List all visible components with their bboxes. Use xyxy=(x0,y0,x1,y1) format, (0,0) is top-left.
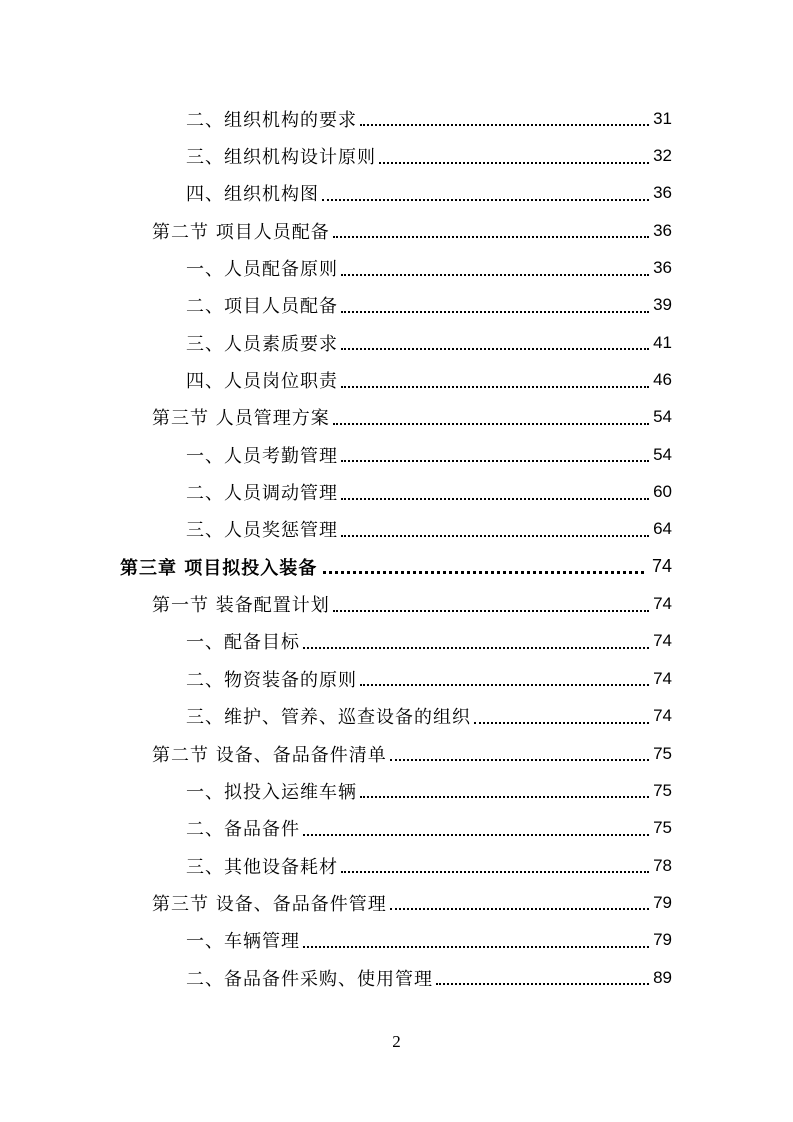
dot-leader xyxy=(436,982,649,985)
toc-entry-title: 二、项目人员配备 xyxy=(186,296,338,318)
toc-entry[interactable] xyxy=(0,959,793,996)
toc-entry-title: 二、备品备件 xyxy=(186,819,300,841)
toc-entry[interactable] xyxy=(0,361,793,398)
toc-entry[interactable] xyxy=(0,399,793,436)
toc-entry-title: 一、车辆管理 xyxy=(186,931,300,953)
toc-entry-page: 74 xyxy=(653,706,672,726)
toc-entry-page: 74 xyxy=(653,631,672,651)
toc-entry-title: 第一节 装备配置计划 xyxy=(152,595,330,617)
toc-entry[interactable] xyxy=(0,100,793,137)
toc-entry[interactable] xyxy=(0,884,793,921)
toc-entry[interactable] xyxy=(0,735,793,772)
dot-leader xyxy=(322,198,649,201)
toc-entry-title: 一、配备目标 xyxy=(186,632,300,654)
dot-leader xyxy=(341,273,649,276)
dot-leader xyxy=(333,609,649,612)
toc-entry-title: 一、拟投入运维车辆 xyxy=(186,781,357,803)
dot-leader xyxy=(474,721,649,724)
toc-entry-page: 36 xyxy=(653,183,672,203)
dot-leader xyxy=(379,161,649,164)
toc-entry-page: 75 xyxy=(653,780,672,800)
toc-entry[interactable] xyxy=(0,324,793,361)
dot-leader xyxy=(360,123,649,126)
dot-leader xyxy=(333,422,649,425)
toc-entry-page: 74 xyxy=(653,594,672,614)
toc-entry[interactable] xyxy=(0,810,793,847)
toc-entry[interactable] xyxy=(0,436,793,473)
toc-entry[interactable] xyxy=(0,287,793,324)
toc-entry-title: 第三节 设备、备品备件管理 xyxy=(152,893,387,915)
toc-entry-title: 三、人员素质要求 xyxy=(186,333,338,355)
toc-entry[interactable] xyxy=(0,922,793,959)
toc-entry[interactable] xyxy=(0,137,793,174)
toc-entry-page: 46 xyxy=(653,370,672,390)
dot-leader xyxy=(303,833,649,836)
dot-leader xyxy=(360,683,649,686)
table-of-contents xyxy=(0,100,793,996)
toc-entry[interactable] xyxy=(0,175,793,212)
toc-entry-title: 三、维护、管养、巡查设备的组织 xyxy=(186,707,471,729)
toc-entry-page: 79 xyxy=(653,892,672,912)
toc-entry-page: 36 xyxy=(653,258,672,278)
dot-leader xyxy=(341,870,649,873)
toc-entry[interactable] xyxy=(0,212,793,249)
toc-entry-page: 78 xyxy=(653,855,672,875)
toc-entry-page: 75 xyxy=(653,818,672,838)
toc-entry-title: 二、备品备件采购、使用管理 xyxy=(186,968,433,990)
dot-leader xyxy=(341,347,649,350)
dot-leader xyxy=(390,758,649,761)
toc-entry[interactable] xyxy=(0,698,793,735)
toc-entry-page: 74 xyxy=(651,556,672,577)
toc-entry-page: 79 xyxy=(653,930,672,950)
toc-entry-title: 第二节 设备、备品备件清单 xyxy=(152,744,387,766)
toc-entry-page: 89 xyxy=(653,967,672,987)
dot-leader xyxy=(333,235,649,238)
dot-leader xyxy=(390,907,649,910)
toc-entry-title: 第三章 项目拟投入装备 xyxy=(120,557,318,579)
toc-entry[interactable] xyxy=(0,660,793,697)
dot-leader xyxy=(360,795,649,798)
toc-entry-title: 三、人员奖惩管理 xyxy=(186,520,338,542)
toc-entry-page: 75 xyxy=(653,743,672,763)
page-number: 2 xyxy=(392,1032,401,1051)
toc-entry[interactable] xyxy=(0,249,793,286)
toc-entry[interactable] xyxy=(0,473,793,510)
toc-entry-title: 四、人员岗位职责 xyxy=(186,371,338,393)
toc-entry[interactable] xyxy=(0,585,793,622)
dot-leader xyxy=(323,570,644,574)
toc-entry-title: 第三节 人员管理方案 xyxy=(152,408,330,430)
toc-entry-title: 一、人员配备原则 xyxy=(186,259,338,281)
toc-entry[interactable] xyxy=(0,623,793,660)
toc-entry-title: 三、其他设备耗材 xyxy=(186,856,338,878)
toc-chapter-entry[interactable] xyxy=(0,548,793,585)
dot-leader xyxy=(341,534,649,537)
toc-entry-page: 41 xyxy=(653,332,672,352)
toc-entry-title: 一、人员考勤管理 xyxy=(186,445,338,467)
toc-entry-title: 四、组织机构图 xyxy=(186,184,319,206)
toc-entry-title: 二、人员调动管理 xyxy=(186,483,338,505)
toc-entry[interactable] xyxy=(0,772,793,809)
dot-leader xyxy=(341,497,649,500)
dot-leader xyxy=(303,646,649,649)
toc-entry-page: 32 xyxy=(653,146,672,166)
dot-leader xyxy=(341,385,649,388)
toc-entry-title: 二、物资装备的原则 xyxy=(186,669,357,691)
toc-entry-title: 二、组织机构的要求 xyxy=(186,109,357,131)
toc-entry-title: 第二节 项目人员配备 xyxy=(152,221,330,243)
toc-entry-page: 64 xyxy=(653,519,672,539)
toc-entry[interactable] xyxy=(0,511,793,548)
toc-entry-page: 39 xyxy=(653,295,672,315)
toc-entry-page: 54 xyxy=(653,444,672,464)
toc-entry-page: 74 xyxy=(653,668,672,688)
dot-leader xyxy=(303,945,649,948)
dot-leader xyxy=(341,459,649,462)
toc-entry-page: 54 xyxy=(653,407,672,427)
dot-leader xyxy=(341,310,649,313)
toc-entry[interactable] xyxy=(0,847,793,884)
toc-entry-page: 36 xyxy=(653,220,672,240)
toc-entry-page: 31 xyxy=(653,108,672,128)
toc-entry-title: 三、组织机构设计原则 xyxy=(186,147,376,169)
toc-entry-page: 60 xyxy=(653,482,672,502)
